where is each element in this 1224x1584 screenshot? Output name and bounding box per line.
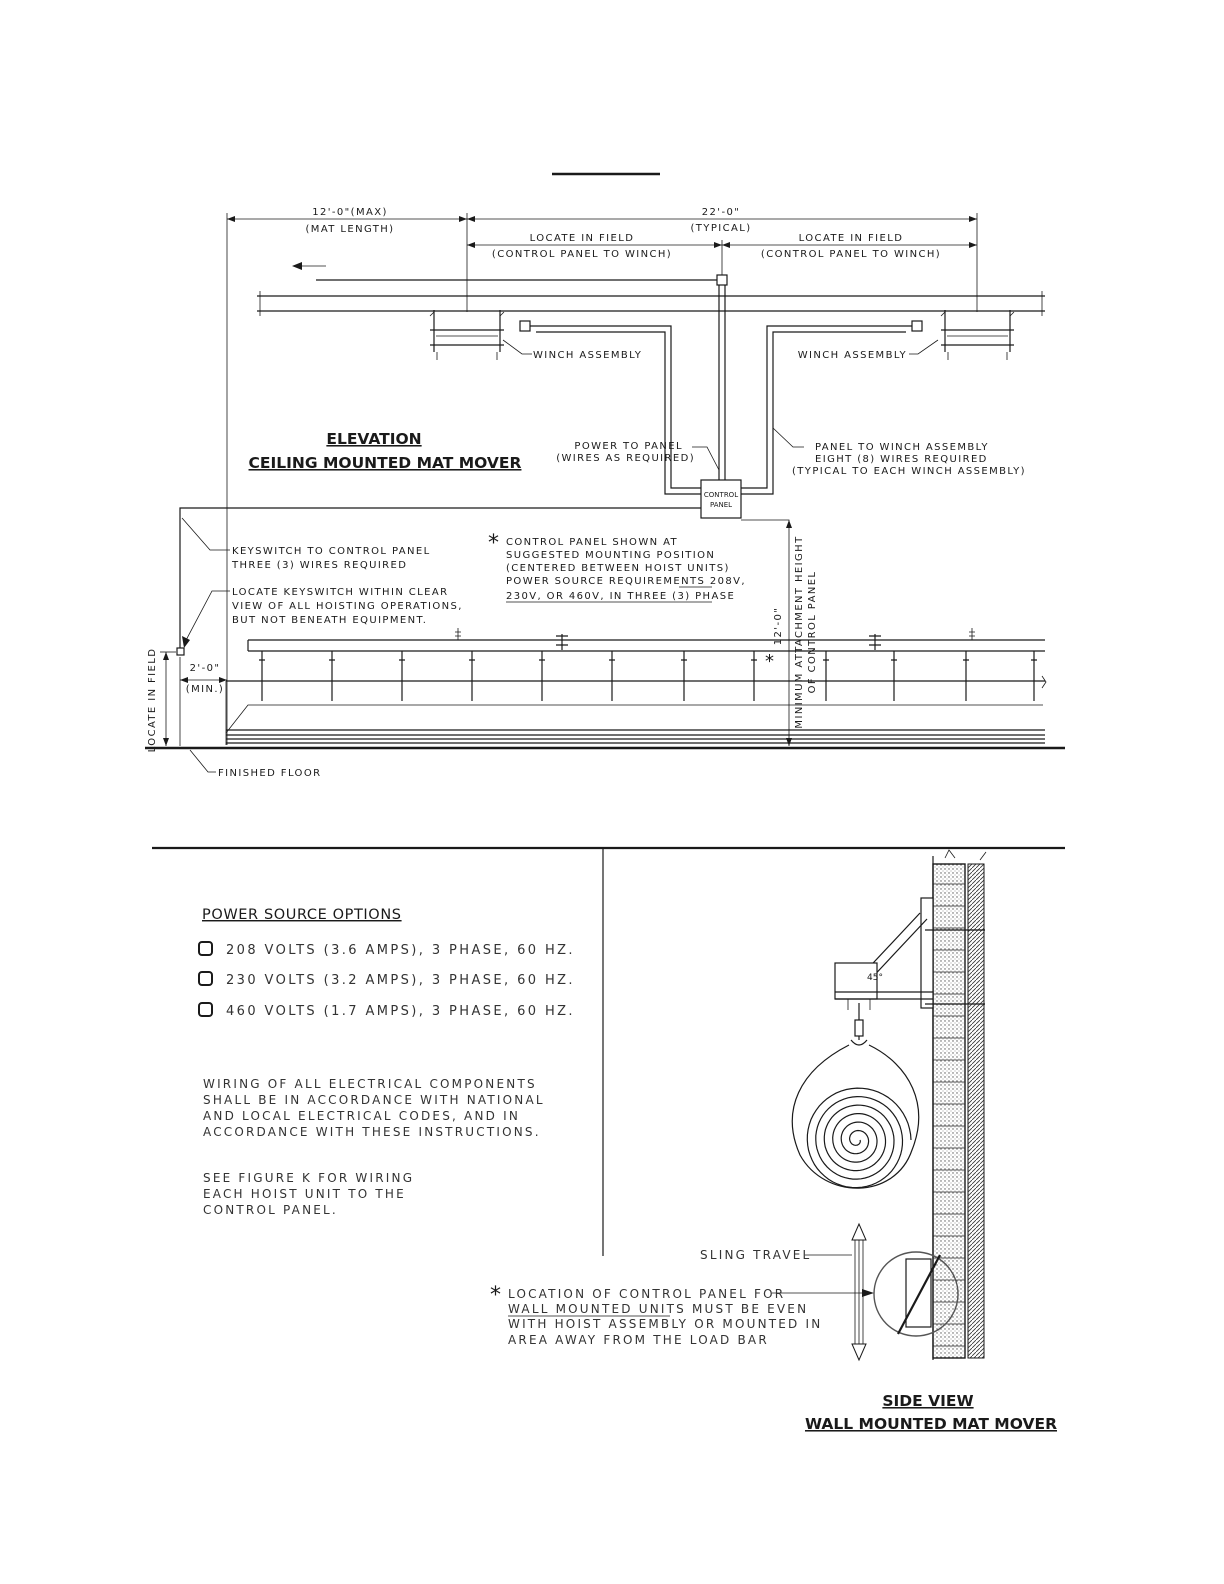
wall-note-line-4: AREA AWAY FROM THE LOAD BAR <box>508 1333 769 1347</box>
option-460-checkbox[interactable] <box>199 1003 212 1016</box>
dim-mat-length-top: 12'-0"(MAX) <box>312 207 388 218</box>
wall-note-line-1: LOCATION OF CONTROL PANEL FOR <box>508 1287 786 1301</box>
hoist-hook <box>851 1003 867 1045</box>
option-460-label: 460 VOLTS (1.7 AMPS), 3 PHASE, 60 HZ. <box>226 1004 575 1019</box>
wiring-note-line-3: AND LOCAL ELECTRICAL CODES, AND IN <box>203 1109 521 1123</box>
control-panel-box <box>701 480 741 518</box>
power-options-title: POWER SOURCE OPTIONS <box>202 907 402 923</box>
load-bar-hangers <box>455 628 975 650</box>
wall-note-line-3: WITH HOIST ASSEMBLY OR MOUNTED IN <box>508 1317 823 1331</box>
dim-locate-right-bottom: (CONTROL PANEL TO WINCH) <box>760 249 942 260</box>
label-panel-to-winch-2: EIGHT (8) WIRES REQUIRED <box>815 454 988 465</box>
wall-section <box>933 850 986 1360</box>
leader-power-to-panel <box>692 447 719 470</box>
dim-12ft: 12'-0" <box>773 606 784 646</box>
side-view-subtitle: WALL MOUNTED MAT MOVER <box>804 1415 1058 1433</box>
locate-keyswitch-note-3: BUT NOT BENEATH EQUIPMENT. <box>232 615 428 626</box>
figure-note-line-3: CONTROL PANEL. <box>203 1203 338 1217</box>
leader-winch-left <box>503 340 532 354</box>
leader-locate-keyswitch <box>184 591 230 644</box>
ceiling-track <box>257 275 1045 316</box>
rolled-mat <box>792 1045 918 1188</box>
angle-45-label: 45° <box>867 973 883 983</box>
label-panel-to-winch-3: (TYPICAL TO EACH WINCH ASSEMBLY) <box>792 466 1026 477</box>
dim-typical-bottom: (TYPICAL) <box>690 223 752 234</box>
dim-min-2ft: 2'-0" <box>189 663 221 674</box>
dim-typical-top: 22'-0" <box>701 207 741 218</box>
keyswitch-note-1: KEYSWITCH TO CONTROL PANEL <box>232 546 431 557</box>
cp-note-line-3: (CENTERED BETWEEN HOIST UNITS) <box>506 563 730 574</box>
locate-keyswitch-note-2: VIEW OF ALL HOISTING OPERATIONS, <box>232 601 463 612</box>
leader-panel-to-winch <box>773 428 804 447</box>
label-panel-to-winch-1: PANEL TO WINCH ASSEMBLY <box>815 442 989 453</box>
cp-note-line-5: 230V, OR 460V, IN THREE (3) PHASE <box>506 591 736 602</box>
winch-assembly-left <box>430 310 530 360</box>
min-attach-line-2: OF CONTROL PANEL <box>807 570 818 694</box>
option-208-label: 208 VOLTS (3.6 AMPS), 3 PHASE, 60 HZ. <box>226 943 575 958</box>
dim-locate-left-top: LOCATE IN FIELD <box>529 233 635 244</box>
cp-note-line-1: CONTROL PANEL SHOWN AT <box>506 537 679 548</box>
option-230-checkbox[interactable] <box>199 972 212 985</box>
cp-note-line-4: POWER SOURCE REQUIREMENTS 208V, <box>506 576 746 587</box>
leader-winch-right <box>909 340 938 354</box>
label-power-to-panel-2: (WIRES AS REQUIRED) <box>556 453 695 464</box>
dim-mat-length-bottom: (MAT LENGTH) <box>305 224 395 235</box>
min-attach-line-1: MINIMUM ATTACHMENT HEIGHT <box>794 535 805 729</box>
wiring-note-line-1: WIRING OF ALL ELECTRICAL COMPONENTS <box>203 1077 537 1091</box>
wiring-note-line-2: SHALL BE IN ACCORDANCE WITH NATIONAL <box>203 1093 545 1107</box>
label-power-to-panel-1: POWER TO PANEL <box>574 441 683 452</box>
elevation-dimensions <box>227 213 977 745</box>
control-panel-label-1: CONTROL <box>703 491 739 499</box>
locate-keyswitch-note-1: LOCATE KEYSWITCH WITHIN CLEAR <box>232 587 449 598</box>
dim-locate-right-top: LOCATE IN FIELD <box>798 233 904 244</box>
wall-note-asterisk: * <box>490 1283 501 1308</box>
dim-locate-left-bottom: (CONTROL PANEL TO WINCH) <box>491 249 673 260</box>
leader-finished-floor <box>190 750 216 772</box>
winch-assembly-right <box>912 310 1014 360</box>
cp-note-asterisk: * <box>488 531 499 556</box>
direction-arrow <box>292 262 326 270</box>
option-208-checkbox[interactable] <box>199 942 212 955</box>
label-winch-right: WINCH ASSEMBLY <box>797 350 907 361</box>
min-attach-asterisk: * <box>765 651 774 672</box>
label-winch-left: WINCH ASSEMBLY <box>533 350 643 361</box>
leader-wall-control-panel-head <box>862 1289 874 1297</box>
option-230-label: 230 VOLTS (3.2 AMPS), 3 PHASE, 60 HZ. <box>226 973 575 988</box>
figure-note-line-2: EACH HOIST UNIT TO THE <box>203 1187 406 1201</box>
wiring-note-line-4: ACCORDANCE WITH THESE INSTRUCTIONS. <box>203 1125 541 1139</box>
cp-note-line-2: SUGGESTED MOUNTING POSITION <box>506 550 716 561</box>
figure-note-line-1: SEE FIGURE K FOR WIRING <box>203 1171 415 1185</box>
control-panel-label-2: PANEL <box>709 501 733 509</box>
dim-locate-in-field-vertical: LOCATE IN FIELD <box>147 647 158 753</box>
side-view-title: SIDE VIEW <box>882 1392 974 1410</box>
hoist-load-bar <box>226 640 1046 745</box>
elevation-subtitle: CEILING MOUNTED MAT MOVER <box>248 454 522 472</box>
elevation-title: ELEVATION <box>326 430 422 448</box>
label-sling-travel: SLING TRAVEL <box>700 1248 812 1262</box>
label-finished-floor: FINISHED FLOOR <box>218 768 322 779</box>
wall-note-line-2: WALL MOUNTED UNITS MUST BE EVEN <box>508 1302 809 1316</box>
leader-keyswitch <box>182 518 230 550</box>
dim-min-2ft-sub: (MIN.) <box>185 684 225 695</box>
keyswitch-note-2: THREE (3) WIRES REQUIRED <box>232 560 408 571</box>
